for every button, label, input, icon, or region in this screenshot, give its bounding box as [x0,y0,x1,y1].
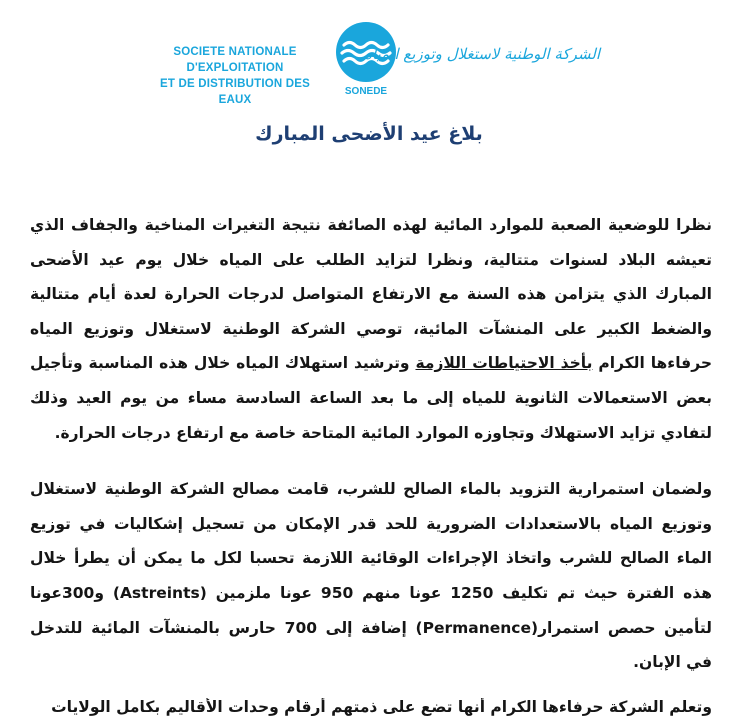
letterhead [0,0,738,115]
paragraph-1 [30,208,712,450]
paragraph-1-text-a: نظرا للوضعية الصعبة للموارد المائية لهذه الصائفة نتيجة التغيرات المناخية والجفاف الذي تعيشه البلاد لسنوات متتالية، ونظرا لتزايد الطلب على المياه خلال يوم عيد الأضحى المبارك الذي يتزامن هذه السنة مع الارتفاع المتواصل لدرجات الحرارة لعدة أيام متتالية والضغط الكبير على المنشآت المائية، توصي الشركة الوطنية لاستغلال وتوزيع المياه حرفاءها الكرام [30,216,713,373]
company-name-french [150,44,320,108]
paragraph-1-underlined: بأخذ الاحتياطات اللازمة [415,354,593,373]
company-name-arabic: الشركة الوطنية لاستغلال وتوزيع المياه [364,45,600,63]
paragraph-1-text-b: وترشيد استهلاك المياه خلال هذه المناسبة وتأجيل بعض الاستعمالات الثانوية للمياه إلى ما بعد الساعة السادسة مساء من يوم العيد وذلك لتفادي تزايد الاستهلاك وتجاوزه الموارد المائية المتاحة خاصة مع ارتفاع درجات الحرارة. [30,354,712,442]
page-title: بلاغ عيد الأضحى المبارك [255,123,483,145]
company-name-french-line2: ET DE DISTRIBUTION DES EAUX [159,78,311,106]
company-name-french-line1: SOCIETE NATIONALE D'EXPLOITATION [173,46,297,74]
announcement-body [30,208,712,702]
paragraph-2: ولضمان استمرارية التزويد بالماء الصالح للشرب، قامت مصالح الشركة الوطنية لاستغلال وتوزيع المياه بالاستعدادات الضرورية للحد قدر الإمكان من تسجيل إشكاليات في توزيع الماء الصالح للشرب واتخاذ الإجراءات الوقائية اللازمة تحسبا لكل ما يمكن أن يطرأ خلال هذه الفترة حيث تم تكليف 1250 عونا منهم 950 عونا ملزمين (Astreints) و300عونا لتأمين حصص استمرار(Permanence) إضافة إلى 700 حارس بالمنشآت المائية للتدخل في الإبان. [30,480,712,672]
paragraph-3-partial: وتعلم الشركة حرفاءها الكرام أنها تضع على ذمتهم أرقام وحدات الأقاليم بكامل الولايات [51,698,712,716]
logo-wordmark: SONEDE [344,86,388,97]
